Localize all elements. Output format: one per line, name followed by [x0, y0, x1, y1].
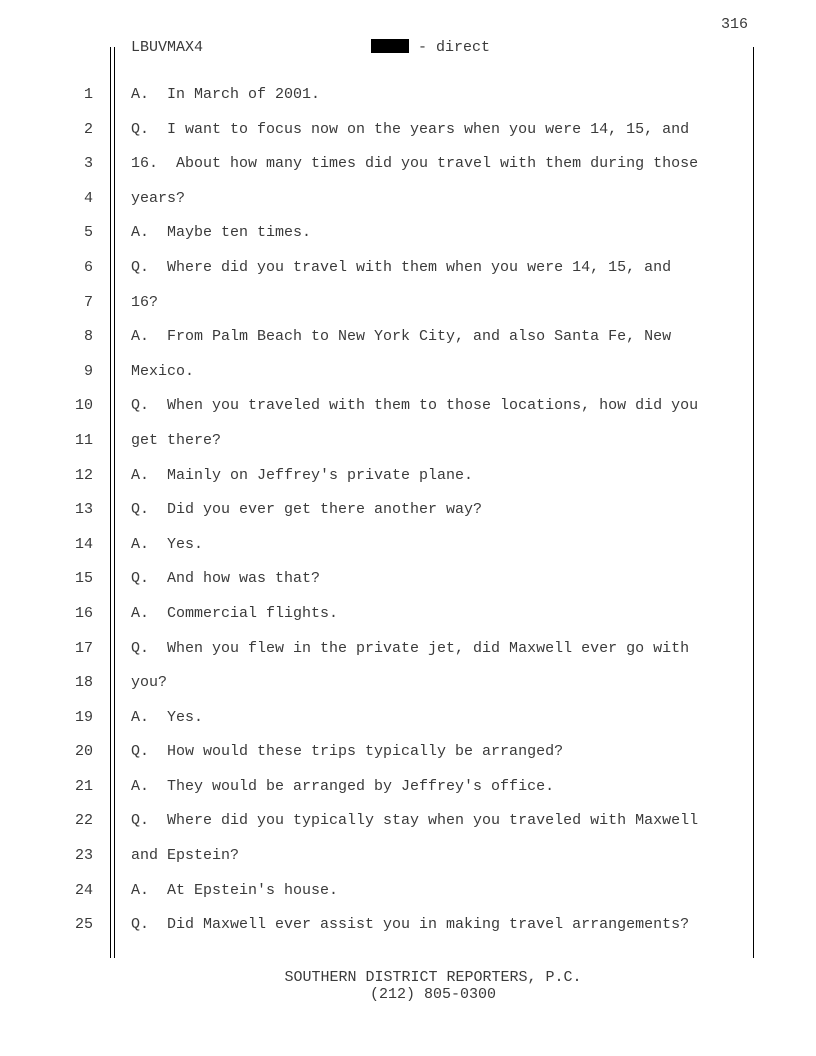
line-number: 10	[74, 397, 93, 415]
transcript-line	[0, 844, 816, 879]
line-text: Mexico.	[131, 362, 195, 380]
line-number: 1	[83, 86, 93, 103]
transcript-line	[0, 913, 816, 948]
line-number: 14	[74, 535, 93, 553]
line-number: 11	[74, 431, 93, 449]
line-number: 13	[74, 501, 93, 519]
line-text: A. From Palm Beach to New York City, and also Santa Fe, New	[131, 328, 672, 346]
line-number: 3	[83, 155, 93, 173]
line-text: get there?	[131, 431, 222, 449]
line-number: 7	[83, 293, 93, 311]
line-text: A. Yes.	[131, 708, 204, 726]
transcript-line	[0, 394, 816, 429]
transcript-line	[0, 83, 816, 118]
line-number: 22	[74, 812, 93, 830]
section-label: - direct	[409, 39, 491, 56]
line-number: 2	[83, 120, 93, 138]
reporter-name: SOUTHERN DISTRICT REPORTERS, P.C.	[284, 969, 582, 986]
redaction-bar	[371, 39, 409, 53]
line-text: A. In March of 2001.	[131, 86, 321, 103]
line-text: A. At Epstein's house.	[131, 881, 339, 899]
line-text: and Epstein?	[131, 847, 240, 865]
line-number: 6	[83, 258, 93, 276]
line-number: 25	[74, 916, 93, 934]
line-number: 24	[74, 881, 93, 899]
transcript-line	[0, 325, 816, 360]
line-number: 5	[83, 224, 93, 242]
transcript-line	[0, 360, 816, 395]
case-code: LBUVMAX4	[131, 39, 204, 56]
line-number: 12	[74, 466, 93, 484]
footer	[0, 969, 816, 1003]
line-number: 21	[74, 777, 93, 795]
transcript-line	[0, 152, 816, 187]
line-text: years?	[131, 189, 186, 207]
line-text: A. Mainly on Jeffrey's private plane.	[131, 466, 474, 484]
transcript-line	[0, 256, 816, 291]
section-header	[371, 39, 490, 56]
transcript-line	[0, 740, 816, 775]
transcript-line	[0, 464, 816, 499]
line-text: Q. When you flew in the private jet, did Maxwell ever go with	[131, 639, 690, 657]
line-text: A. They would be arranged by Jeffrey's office.	[131, 777, 555, 795]
transcript-line	[0, 291, 816, 326]
line-text: Q. How would these trips typically be arranged?	[131, 743, 564, 761]
line-number: 19	[74, 708, 93, 726]
reporter-phone: (212) 805-0300	[369, 986, 497, 1003]
transcript-line	[0, 533, 816, 568]
transcript-line	[0, 118, 816, 153]
transcript-line	[0, 879, 816, 914]
line-number: 18	[74, 674, 93, 692]
line-number: 16	[74, 604, 93, 622]
transcript-line	[0, 809, 816, 844]
transcript-line	[0, 567, 816, 602]
transcript-line	[0, 429, 816, 464]
line-text: Q. Did Maxwell ever assist you in making travel arrangements?	[131, 916, 690, 934]
line-number: 15	[74, 570, 93, 588]
line-text: Q. When you traveled with them to those locations, how did you	[131, 397, 699, 415]
line-number: 9	[83, 362, 93, 380]
line-number: 17	[74, 639, 93, 657]
transcript-line	[0, 602, 816, 637]
line-text: A. Yes.	[131, 535, 204, 553]
transcript-lines	[0, 83, 816, 948]
transcript-line	[0, 187, 816, 222]
line-text: 16?	[131, 293, 159, 311]
line-text: A. Commercial flights.	[131, 604, 339, 622]
line-text: 16. About how many times did you travel with them during those	[131, 155, 699, 173]
line-text: Q. Did you ever get there another way?	[131, 501, 483, 519]
line-text: you?	[131, 674, 168, 692]
line-text: A. Maybe ten times.	[131, 224, 312, 242]
page-number: 316	[720, 16, 748, 33]
line-text: Q. And how was that?	[131, 570, 321, 588]
line-text: Q. Where did you travel with them when you were 14, 15, and	[131, 258, 672, 276]
transcript-line	[0, 706, 816, 741]
transcript-line	[0, 498, 816, 533]
transcript-line	[0, 637, 816, 672]
line-text: Q. I want to focus now on the years when you were 14, 15, and	[131, 120, 690, 138]
line-number: 20	[74, 743, 93, 761]
line-number: 4	[83, 189, 93, 207]
transcript-line	[0, 775, 816, 810]
transcript-line	[0, 221, 816, 256]
transcript-line	[0, 671, 816, 706]
line-text: Q. Where did you typically stay when you traveled with Maxwell	[131, 812, 699, 830]
line-number: 8	[83, 328, 93, 346]
line-number: 23	[74, 847, 93, 865]
